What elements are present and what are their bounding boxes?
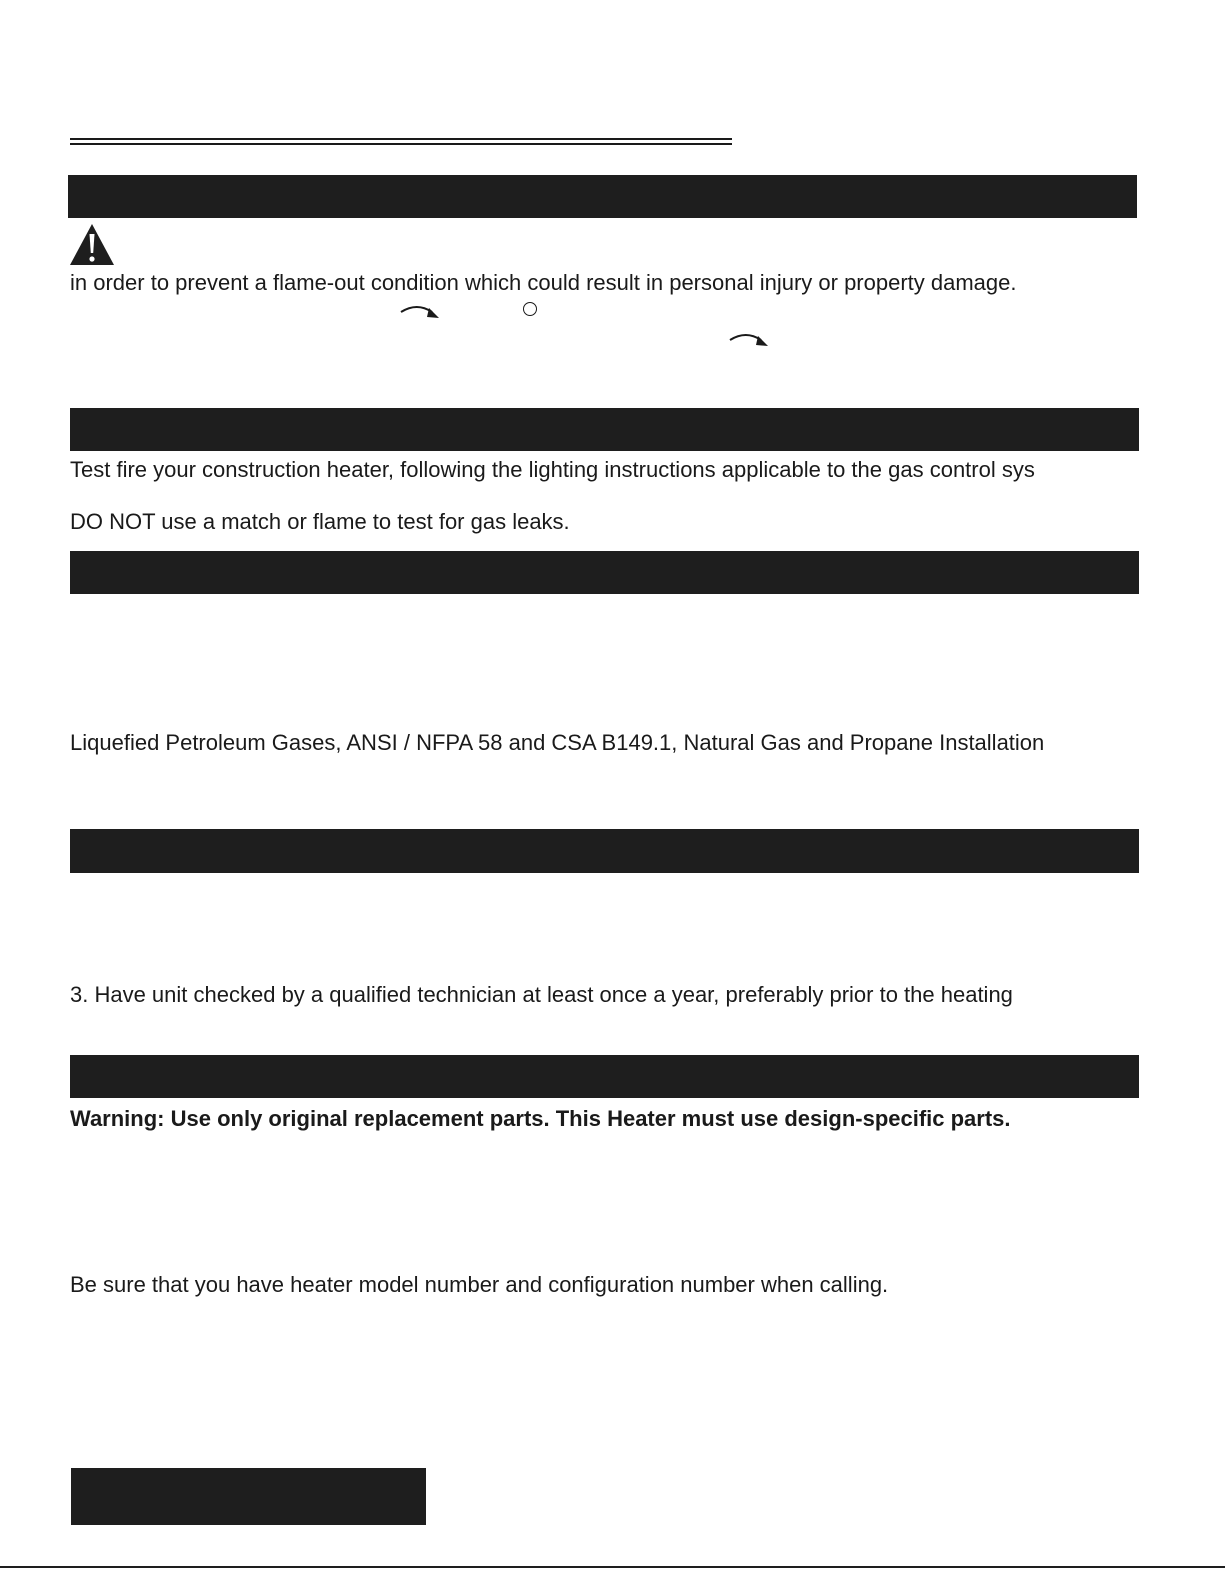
warning-triangle-icon xyxy=(69,222,115,266)
section-header-bar-5 xyxy=(70,1055,1139,1098)
section4-line1: 3. Have unit checked by a qualified technician at least once a year, preferably prior to the heating xyxy=(70,982,1013,1007)
section-header-bar-1 xyxy=(68,175,1137,218)
title-rule-top xyxy=(70,138,732,140)
page-bottom-rule xyxy=(0,1566,1225,1568)
title-rule-bottom xyxy=(70,143,732,145)
section1-line1: in order to prevent a flame-out condition which could result in personal injury or property damage. xyxy=(70,270,1017,295)
section-header-bar-2 xyxy=(70,408,1139,451)
section3-line1: Liquefied Petroleum Gases, ANSI / NFPA 58 and CSA B149.1, Natural Gas and Propane Installation xyxy=(70,730,1045,755)
curved-arrow-icon xyxy=(728,330,770,352)
section5-warning: Warning: Use only original replacement parts. This Heater must use design-specific parts. xyxy=(70,1106,1011,1131)
curved-arrow-icon xyxy=(399,302,441,324)
section2-line2: DO NOT use a match or flame to test for gas leaks. xyxy=(70,509,570,534)
circle-symbol-icon xyxy=(523,302,537,316)
section-header-bar-3 xyxy=(70,551,1139,594)
section-header-bar-4 xyxy=(70,829,1139,873)
section2-line1: Test fire your construction heater, following the lighting instructions applicable to the gas control sys xyxy=(70,457,1035,482)
footer-block xyxy=(71,1468,426,1525)
section5-line1: Be sure that you have heater model number and configuration number when calling. xyxy=(70,1272,889,1297)
